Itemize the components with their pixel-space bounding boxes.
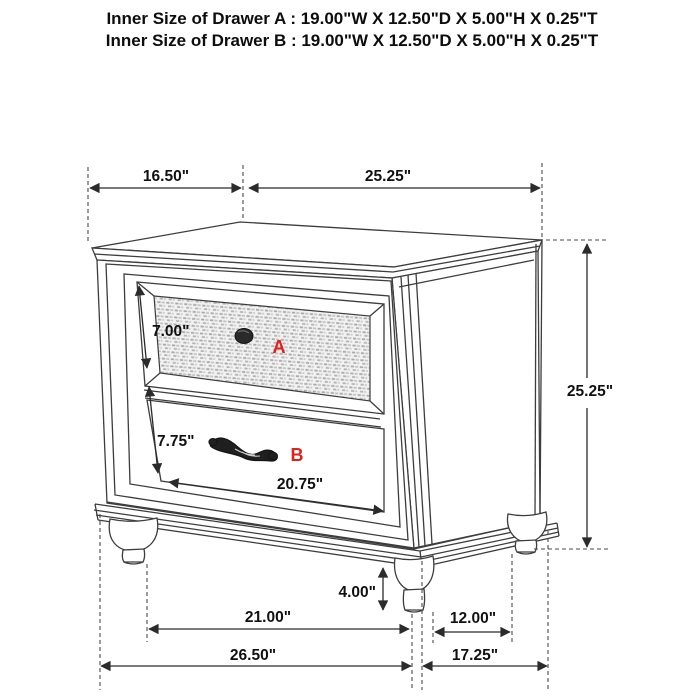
dim-front-feet-spacing xyxy=(149,609,409,629)
dim-foot-height xyxy=(338,568,383,610)
drawer-b-spec-text: Inner Size of Drawer B : 19.00"W X 12.50"D X 5.00"H X 0.25"T xyxy=(105,31,599,50)
dim-side-feet-spacing xyxy=(435,610,510,632)
front-leg xyxy=(395,556,434,612)
side-face xyxy=(392,251,540,549)
dim-label: 20.75" xyxy=(276,476,324,493)
dim-label: 4.00" xyxy=(338,584,376,601)
left-leg-bulb xyxy=(109,518,158,551)
dim-label: 26.50" xyxy=(229,647,277,664)
drawer-b-handle-left-finial xyxy=(209,438,217,445)
side-right-arris xyxy=(540,240,542,521)
left-leg-foot xyxy=(122,549,144,562)
right-leg-foot xyxy=(515,540,536,552)
dim-base-width xyxy=(101,647,411,666)
drawer-a-spec-text: Inner Size of Drawer A : 19.00"W X 12.50"D X 5.00"H X 0.25"T xyxy=(106,9,598,28)
dim-label: 7.00" xyxy=(152,323,190,340)
dim-label: 21.00" xyxy=(244,609,292,626)
dim-label: 25.25" xyxy=(364,168,412,185)
dim-overall-height xyxy=(567,244,613,547)
drawer-a-label: A xyxy=(272,337,286,357)
drawer-b-label: B xyxy=(290,445,304,465)
right-leg xyxy=(507,512,546,554)
dim-label: 25.25" xyxy=(566,383,614,400)
side-panel xyxy=(392,240,542,549)
front-leg-bulb xyxy=(395,556,434,591)
dim-top-width xyxy=(249,168,540,188)
dim-label: 7.75" xyxy=(157,433,195,450)
dim-label: 16.50" xyxy=(142,168,190,185)
dim-label: 12.00" xyxy=(449,610,497,627)
nightstand-drawing xyxy=(92,222,559,612)
spec-header xyxy=(106,9,599,50)
drawer-b-handle-right-finial xyxy=(268,452,277,460)
dim-label: 17.25" xyxy=(451,647,499,664)
dim-base-depth xyxy=(423,647,547,666)
dim-top-depth xyxy=(90,168,241,188)
left-leg xyxy=(109,518,158,564)
